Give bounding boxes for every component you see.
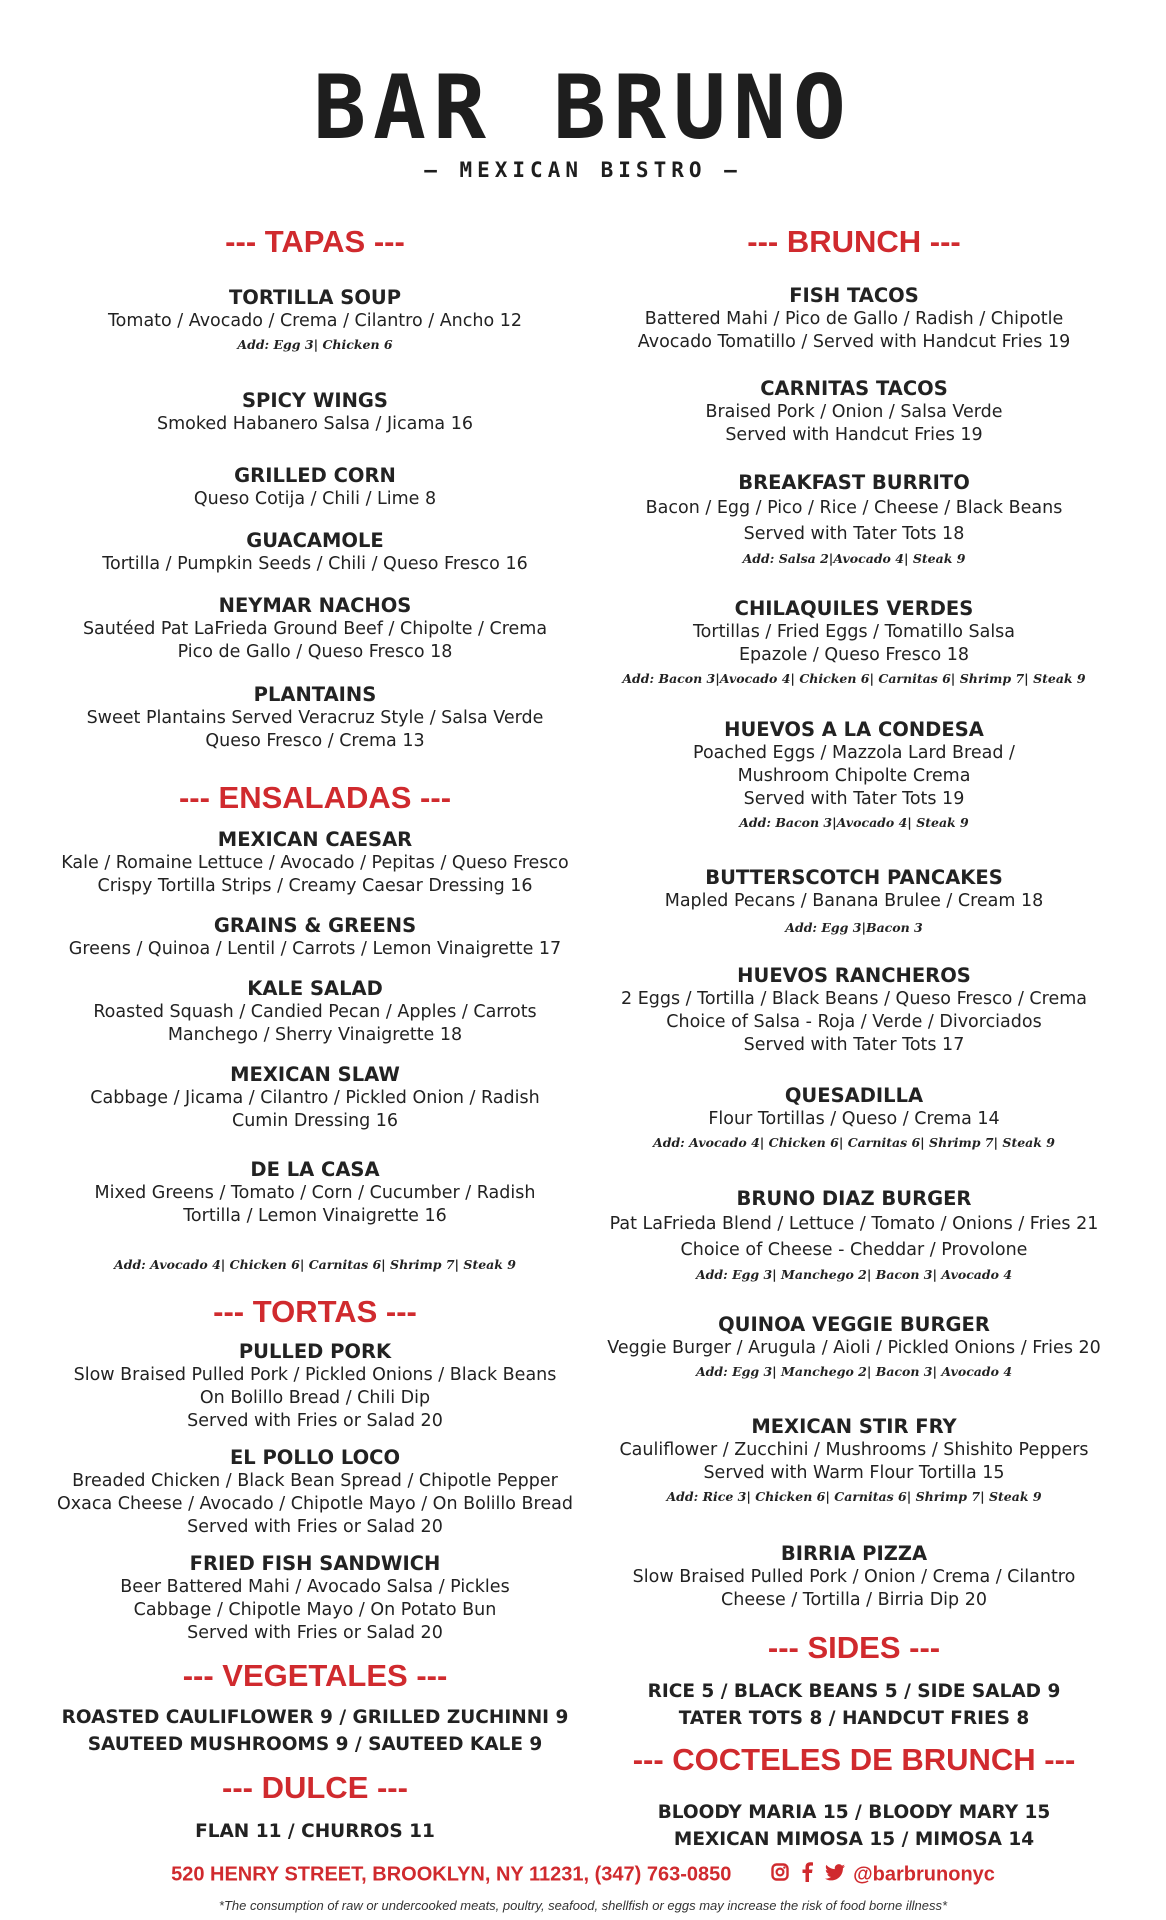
item-desc: Cauliflower / Zucchini / Mushrooms / Shishito Peppers <box>619 1440 1089 1460</box>
item-desc: Crispy Tortilla Strips / Creamy Caesar Dressing 16 <box>97 876 533 896</box>
instagram-icon[interactable] <box>771 1863 789 1887</box>
menu-item-fried-fish-sandwich <box>0 1552 630 1645</box>
item-desc: Slow Braised Pulled Pork / Pickled Onions / Black Beans <box>73 1365 557 1385</box>
cocteles-line: BLOODY MARIA 15 / BLOODY MARY 15 <box>657 1802 1051 1823</box>
item-addons: Add: Egg 3| Manchego 2| Bacon 3| Avocado 4 <box>695 1267 1013 1282</box>
item-addons: Add: Rice 3| Chicken 6| Carnitas 6| Shrimp 7| Steak 9 <box>666 1489 1042 1504</box>
menu-item-birria-pizza <box>598 1542 1110 1612</box>
item-addons: Add: Egg 3| Chicken 6 <box>237 337 393 352</box>
vegetales-list <box>0 1704 630 1758</box>
social-handle[interactable]: @barbrunonyc <box>853 1863 995 1886</box>
item-desc: Served with Fries or Salad 20 <box>187 1517 443 1537</box>
item-desc: Flour Tortillas / Queso / Crema 14 <box>708 1109 1000 1129</box>
item-desc: Breaded Chicken / Black Bean Spread / Chipotle Pepper <box>72 1471 558 1491</box>
item-name: QUESADILLA <box>784 1084 924 1107</box>
item-name: GRILLED CORN <box>234 464 396 487</box>
item-addons: Add: Salsa 2|Avocado 4| Steak 9 <box>742 551 966 566</box>
vegetales-line: ROASTED CAULIFLOWER 9 / GRILLED ZUCHINNI 9 <box>61 1707 569 1728</box>
menu-item-bruno-diaz-burger <box>598 1187 1110 1284</box>
item-addons: Add: Egg 3| Manchego 2| Bacon 3| Avocado 4 <box>695 1364 1013 1379</box>
item-desc: Mapled Pecans / Banana Brulee / Cream 18 <box>664 891 1044 911</box>
item-desc: Choice of Cheese - Cheddar / Provolone <box>680 1240 1028 1260</box>
item-desc: Smoked Habanero Salsa / Jicama 16 <box>157 414 473 434</box>
menu-item-fish-tacos <box>598 284 1110 354</box>
item-addons: Add: Avocado 4| Chicken 6| Carnitas 6| Shrimp 7| Steak 9 <box>653 1135 1055 1150</box>
item-name: MEXICAN SLAW <box>230 1063 400 1086</box>
section-heading-vegetales: --- VEGETALES --- <box>182 1658 448 1693</box>
item-desc: Epazole / Queso Fresco 18 <box>738 645 970 665</box>
food-safety-disclaimer: *The consumption of raw or undercooked meats, poultry, seafood, shellfish or eggs may increase the risk of food borne illness* <box>218 1898 948 1913</box>
vegetales-line: SAUTEED MUSHROOMS 9 / SAUTEED KALE 9 <box>87 1734 543 1755</box>
item-desc: Served with Tater Tots 19 <box>743 789 965 809</box>
menu-item-grilled-corn <box>0 464 630 511</box>
item-desc: Sweet Plantains Served Veracruz Style / Salsa Verde <box>86 708 544 728</box>
item-desc: Roasted Squash / Candied Pecan / Apples / Carrots <box>93 1002 537 1022</box>
item-desc: Cumin Dressing 16 <box>231 1111 399 1131</box>
item-name: BREAKFAST BURRITO <box>738 471 970 494</box>
menu-item-mexican-stir-fry <box>598 1415 1110 1506</box>
section-heading-brunch: --- BRUNCH --- <box>747 224 961 259</box>
item-desc: Pat LaFrieda Blend / Lettuce / Tomato / Onions / Fries 21 <box>609 1214 1099 1234</box>
item-name: QUINOA VEGGIE BURGER <box>718 1313 990 1336</box>
item-desc: Pico de Gallo / Queso Fresco 18 <box>177 642 453 662</box>
sides-line: TATER TOTS 8 / HANDCUT FRIES 8 <box>678 1708 1030 1729</box>
item-desc: 2 Eggs / Tortilla / Black Beans / Queso Fresco / Crema <box>621 989 1087 1009</box>
twitter-icon[interactable] <box>825 1864 845 1887</box>
section-heading-sides: --- SIDES --- <box>767 1630 941 1665</box>
menu-item-el-pollo-loco <box>0 1446 630 1539</box>
item-desc: Cabbage / Jicama / Cilantro / Pickled Onion / Radish <box>90 1088 540 1108</box>
section-heading-dulce: --- DULCE --- <box>222 1770 408 1805</box>
item-name: NEYMAR NACHOS <box>218 594 412 617</box>
address-phone: 520 HENRY STREET, BROOKLYN, NY 11231, (347) 763-0850 <box>171 1863 732 1886</box>
item-desc: Served with Handcut Fries 19 <box>725 425 983 445</box>
menu-item-tortilla-soup <box>0 286 630 354</box>
section-heading-tapas: --- TAPAS --- <box>225 224 405 259</box>
item-desc: Queso Cotija / Chili / Lime 8 <box>193 489 437 509</box>
menu-item-mexican-caesar <box>0 828 630 898</box>
cocteles-list <box>598 1799 1110 1853</box>
item-addons: Add: Egg 3|Bacon 3 <box>785 920 923 935</box>
menu-item-huevos-rancheros <box>598 964 1110 1057</box>
cocteles-line: MEXICAN MIMOSA 15 / MIMOSA 14 <box>673 1829 1035 1850</box>
item-name: CHILAQUILES VERDES <box>734 597 974 620</box>
item-desc: Queso Fresco / Crema 13 <box>205 731 425 751</box>
item-desc: Served with Fries or Salad 20 <box>187 1623 443 1643</box>
item-name: HUEVOS A LA CONDESA <box>724 718 984 741</box>
item-desc: Tomato / Avocado / Crema / Cilantro / Ancho 12 <box>107 311 523 331</box>
sides-list <box>598 1678 1110 1732</box>
dulce-line: FLAN 11 / CHURROS 11 <box>195 1821 435 1842</box>
item-desc: Beer Battered Mahi / Avocado Salsa / Pickles <box>120 1577 510 1597</box>
item-desc: Tortilla / Pumpkin Seeds / Chili / Queso Fresco 16 <box>102 554 528 574</box>
item-name: TORTILLA SOUP <box>228 286 402 309</box>
menu-item-quesadilla <box>598 1084 1110 1152</box>
item-desc: Veggie Burger / Arugula / Aioli / Pickled Onions / Fries 20 <box>607 1338 1101 1358</box>
item-desc: Cabbage / Chipotle Mayo / On Potato Bun <box>133 1600 497 1620</box>
item-name: EL POLLO LOCO <box>229 1446 401 1469</box>
menu-item-butterscotch-pancakes <box>598 866 1110 937</box>
menu-item-quinoa-veggie-burger <box>598 1313 1110 1381</box>
menu-item-spicy-wings <box>0 389 630 436</box>
item-addons: Add: Bacon 3|Avocado 4| Chicken 6| Carnitas 6| Shrimp 7| Steak 9 <box>622 671 1086 686</box>
item-desc: Choice of Salsa - Roja / Verde / Divorciados <box>666 1012 1042 1032</box>
item-name: FRIED FISH SANDWICH <box>189 1552 441 1575</box>
dulce-list <box>0 1818 630 1845</box>
item-desc: Bacon / Egg / Pico / Rice / Cheese / Black Beans <box>645 498 1063 518</box>
menu-item-carnitas-tacos <box>598 377 1110 447</box>
item-desc: Slow Braised Pulled Pork / Onion / Crema / Cilantro <box>632 1567 1076 1587</box>
item-desc: Tortillas / Fried Eggs / Tomatillo Salsa <box>692 622 1016 642</box>
menu-item-plantains <box>0 683 630 753</box>
item-addons: Add: Bacon 3|Avocado 4| Steak 9 <box>739 815 969 830</box>
item-desc: Served with Fries or Salad 20 <box>187 1411 443 1431</box>
item-name: BUTTERSCOTCH PANCAKES <box>705 866 1003 889</box>
item-desc: Served with Tater Tots 17 <box>743 1035 965 1055</box>
item-desc: Mushroom Chipolte Crema <box>737 766 971 786</box>
footer-contact <box>0 1862 1166 1888</box>
item-desc: Served with Warm Flour Tortilla 15 <box>703 1463 1005 1483</box>
menu-item-chilaquiles-verdes <box>598 597 1110 688</box>
item-name: DE LA CASA <box>250 1158 380 1181</box>
item-name: KALE SALAD <box>247 977 383 1000</box>
ensaladas-addons: Add: Avocado 4| Chicken 6| Carnitas 6| Shrimp 7| Steak 9 <box>114 1257 516 1272</box>
item-name: PULLED PORK <box>238 1340 392 1363</box>
item-desc: Oxaca Cheese / Avocado / Chipotle Mayo / On Bolillo Bread <box>57 1494 573 1514</box>
item-desc: Poached Eggs / Mazzola Lard Bread / <box>693 743 1015 763</box>
item-desc: Cheese / Tortilla / Birria Dip 20 <box>721 1590 987 1610</box>
item-name: GUACAMOLE <box>246 529 384 552</box>
section-heading-cocteles: --- COCTELES DE BRUNCH --- <box>632 1742 1076 1777</box>
item-desc: Served with Tater Tots 18 <box>743 524 965 544</box>
menu-item-de-la-casa <box>0 1158 630 1228</box>
item-name: BRUNO DIAZ BURGER <box>736 1187 972 1210</box>
section-heading-tortas: --- TORTAS --- <box>213 1294 417 1329</box>
item-desc: Greens / Quinoa / Lentil / Carrots / Lemon Vinaigrette 17 <box>68 939 562 959</box>
menu-item-grains-greens <box>0 914 630 961</box>
menu-item-guacamole <box>0 529 630 576</box>
item-name: PLANTAINS <box>253 683 377 706</box>
item-desc: Mixed Greens / Tomato / Corn / Cucumber / Radish <box>94 1183 536 1203</box>
facebook-icon[interactable] <box>801 1862 813 1888</box>
item-name: CARNITAS TACOS <box>760 377 948 400</box>
item-name: BIRRIA PIZZA <box>780 1542 928 1565</box>
item-desc: Braised Pork / Onion / Salsa Verde <box>705 402 1003 422</box>
item-name: HUEVOS RANCHEROS <box>737 964 971 987</box>
item-desc: Avocado Tomatillo / Served with Handcut Fries 19 <box>637 332 1071 352</box>
menu-item-huevos-a-la-condesa <box>598 718 1110 832</box>
item-desc: Sautéed Pat LaFrieda Ground Beef / Chipolte / Crema <box>82 619 548 639</box>
sides-line: RICE 5 / BLACK BEANS 5 / SIDE SALAD 9 <box>647 1681 1061 1702</box>
menu-item-mexican-slaw <box>0 1063 630 1133</box>
restaurant-subtitle: — MEXICAN BISTRO — <box>424 158 742 182</box>
item-desc: Kale / Romaine Lettuce / Avocado / Pepitas / Queso Fresco <box>61 853 569 873</box>
menu-item-breakfast-burrito <box>598 471 1110 568</box>
item-name: MEXICAN STIR FRY <box>751 1415 957 1438</box>
item-name: GRAINS & GREENS <box>213 914 417 937</box>
menu-item-pulled-pork <box>0 1340 630 1433</box>
item-desc: On Bolillo Bread / Chili Dip <box>199 1388 431 1408</box>
item-name: FISH TACOS <box>789 284 919 307</box>
menu-item-neymar-nachos <box>0 594 630 664</box>
item-desc: Tortilla / Lemon Vinaigrette 16 <box>183 1206 447 1226</box>
restaurant-name: BAR BRUNO <box>313 56 853 159</box>
section-heading-ensaladas: --- ENSALADAS --- <box>178 780 452 815</box>
menu-item-kale-salad <box>0 977 630 1047</box>
item-desc: Manchego / Sherry Vinaigrette 18 <box>167 1025 463 1045</box>
item-name: MEXICAN CAESAR <box>217 828 413 851</box>
item-desc: Battered Mahi / Pico de Gallo / Radish / Chipotle <box>644 309 1064 329</box>
item-name: SPICY WINGS <box>242 389 388 412</box>
